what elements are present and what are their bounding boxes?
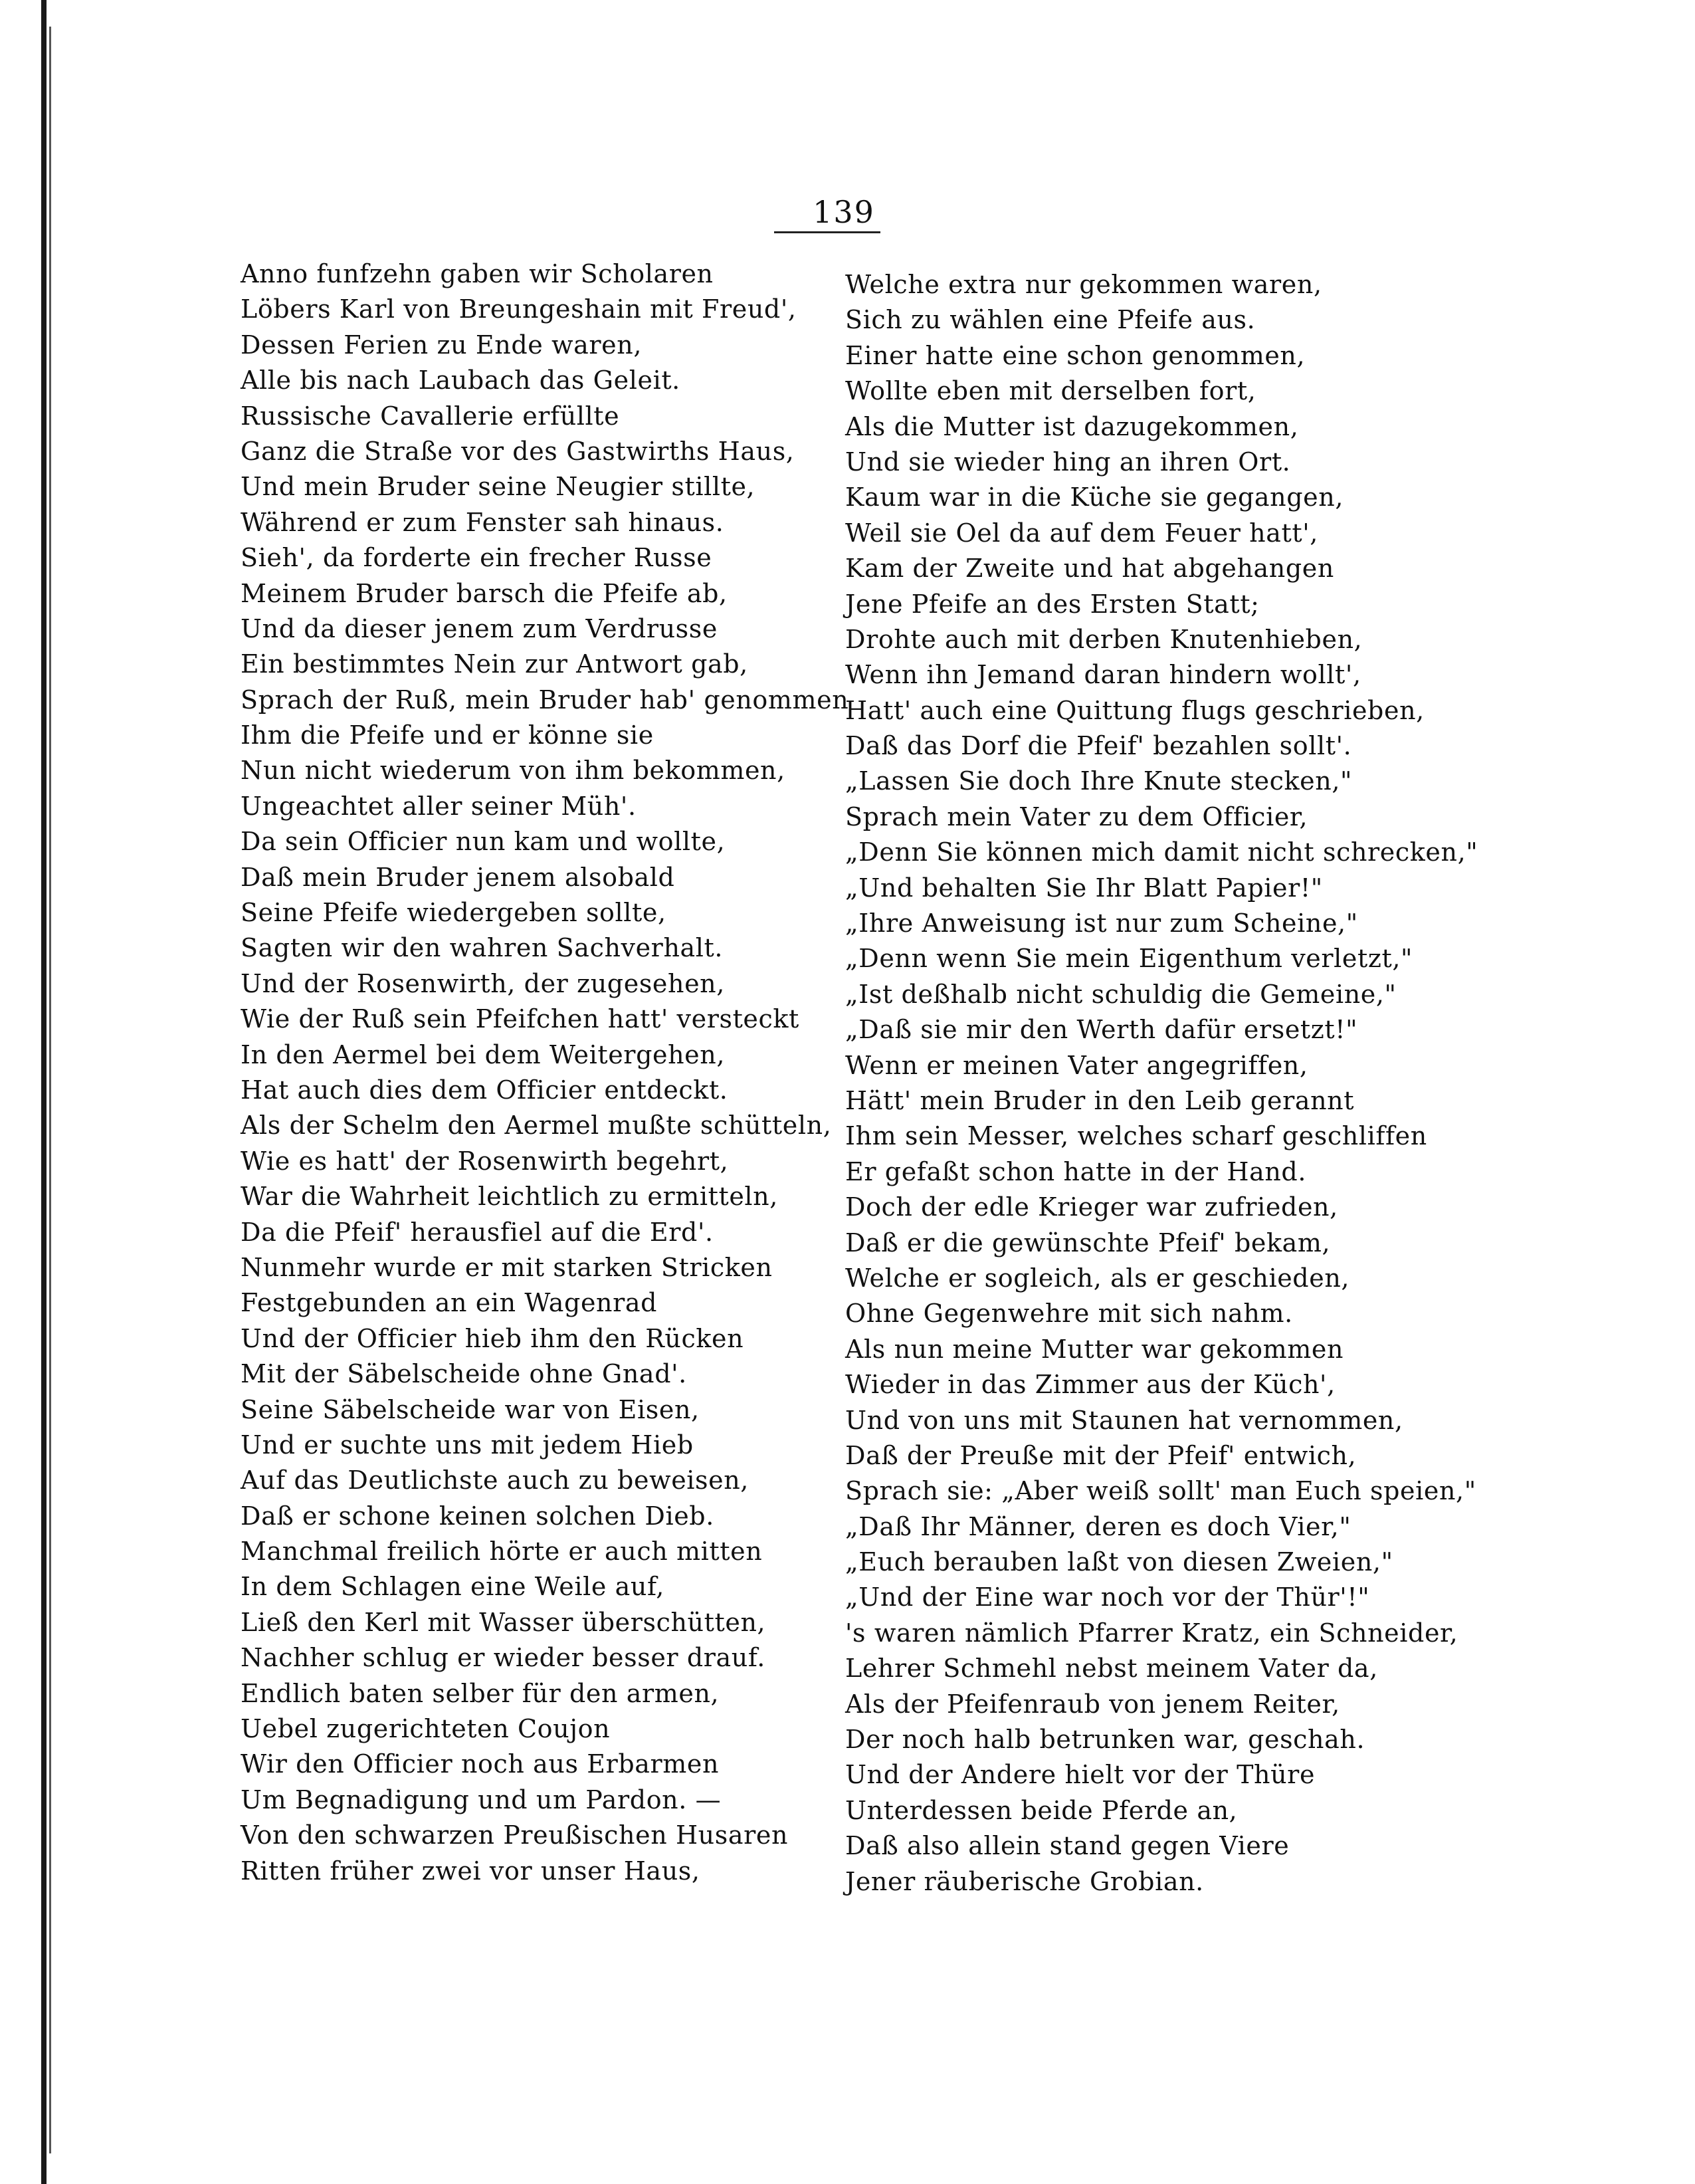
- verse-line: Ihm sein Messer, welches scharf geschliffen: [845, 1121, 1427, 1151]
- verse-line: Festgebunden an ein Wagenrad: [241, 1288, 658, 1318]
- verse-line: Daß der Preuße mit der Pfeif' entwich,: [845, 1440, 1357, 1470]
- verse-line: Der noch halb betrunken war, geschah.: [845, 1725, 1365, 1755]
- verse-line: Sprach mein Vater zu dem Officier,: [845, 802, 1308, 831]
- verse-line: „Und behalten Sie Ihr Blatt Papier!": [845, 873, 1323, 903]
- verse-line: In dem Schlagen eine Weile auf,: [241, 1572, 664, 1602]
- verse-line: Und sie wieder hing an ihren Ort.: [845, 447, 1291, 477]
- verse-line: Sprach der Ruß, mein Bruder hab' genommen: [241, 685, 849, 714]
- verse-line: „Daß sie mir den Werth dafür ersetzt!": [845, 1015, 1358, 1045]
- verse-line: Uebel zugerichteten Coujon: [241, 1714, 611, 1744]
- verse-line: In den Aermel bei dem Weitergehen,: [241, 1039, 726, 1069]
- verse-line: Unterdessen beide Pferde an,: [845, 1795, 1238, 1825]
- verse-line: Daß er die gewünschte Pfeif' bekam,: [845, 1228, 1331, 1257]
- verse-line: Ganz die Straße vor des Gastwirths Haus,: [241, 436, 795, 466]
- verse-line: Daß er schone keinen solchen Dieb.: [241, 1501, 714, 1531]
- verse-line: Als die Mutter ist dazugekommen,: [845, 411, 1299, 441]
- verse-line: Ein bestimmtes Nein zur Antwort gab,: [241, 649, 748, 679]
- verse-line: Lehrer Schmehl nebst meinem Vater da,: [845, 1654, 1378, 1684]
- verse-line: Endlich baten selber für den armen,: [241, 1678, 720, 1708]
- verse-line: Sprach sie: „Aber weiß sollt' man Euch speien,": [845, 1476, 1476, 1506]
- verse-line: „Ist deßhalb nicht schuldig die Gemeine,": [845, 979, 1397, 1009]
- verse-line: Manchmal freilich hörte er auch mitten: [241, 1537, 763, 1567]
- verse-line: Und der Officier hieb ihm den Rücken: [241, 1323, 744, 1353]
- verse-line: „Ihre Anweisung ist nur zum Scheine,": [845, 909, 1358, 938]
- verse-line: Dessen Ferien zu Ende waren,: [241, 330, 642, 360]
- verse-line: „Lassen Sie doch Ihre Knute stecken,": [845, 766, 1353, 796]
- verse-line: Wieder in das Zimmer aus der Küch',: [845, 1370, 1336, 1400]
- verse-line: Als nun meine Mutter war gekommen: [845, 1334, 1344, 1364]
- verse-line: Wollte eben mit derselben fort,: [845, 376, 1256, 406]
- verse-line: „Euch berauben laßt von diesen Zweien,": [845, 1547, 1393, 1577]
- verse-line: Ihm die Pfeife und er könne sie: [241, 720, 654, 750]
- verse-line: Wenn ihn Jemand daran hindern wollt',: [845, 660, 1361, 690]
- verse-line: Als der Schelm den Aermel mußte schütteln,: [241, 1111, 832, 1141]
- verse-line: Ließ den Kerl mit Wasser überschütten,: [241, 1607, 766, 1637]
- verse-line: Und von uns mit Staunen hat vernommen,: [845, 1405, 1403, 1435]
- verse-line: Daß also allein stand gegen Viere: [845, 1831, 1290, 1861]
- verse-line: Hat auch dies dem Officier entdeckt.: [241, 1075, 728, 1105]
- verse-line: Wie der Ruß sein Pfeifchen hatt' versteckt: [241, 1004, 799, 1034]
- verse-line: Hätt' mein Bruder in den Leib gerannt: [845, 1085, 1355, 1115]
- verse-line: Um Begnadigung und um Pardon. —: [241, 1785, 722, 1814]
- binding-edge-shadow: [41, 0, 47, 2184]
- verse-line: Seine Säbelscheide war von Eisen,: [241, 1394, 700, 1424]
- verse-line: Er gefaßt schon hatte in der Hand.: [845, 1156, 1307, 1186]
- verse-line: Seine Pfeife wiedergeben sollte,: [241, 898, 666, 928]
- verse-line: Sich zu wählen eine Pfeife aus.: [845, 305, 1256, 335]
- page-number-rule: [774, 231, 880, 233]
- verse-line: Alle bis nach Laubach das Geleit.: [241, 366, 680, 395]
- verse-line: Wenn er meinen Vater angegriffen,: [845, 1050, 1308, 1080]
- verse-line: Nunmehr wurde er mit starken Stricken: [241, 1252, 773, 1282]
- verse-line: Ungeachtet aller seiner Müh'.: [241, 791, 637, 821]
- binding-edge-line: [49, 27, 51, 2153]
- verse-line: Nachher schlug er wieder besser drauf.: [241, 1643, 765, 1673]
- verse-line: Welche er sogleich, als er geschieden,: [845, 1263, 1350, 1293]
- verse-line: Von den schwarzen Preußischen Husaren: [241, 1820, 789, 1850]
- verse-line: Da die Pfeif' herausfiel auf die Erd'.: [241, 1217, 714, 1247]
- verse-line: Löbers Karl von Breungeshain mit Freud',: [241, 294, 797, 324]
- verse-line: Russische Cavallerie erfüllte: [241, 401, 620, 431]
- left-column: [241, 257, 905, 1889]
- verse-line: Ohne Gegenwehre mit sich nahm.: [845, 1299, 1293, 1329]
- verse-line: Sieh', da forderte ein frecher Russe: [241, 543, 712, 573]
- verse-line: Als der Pfeifenraub von jenem Reiter,: [845, 1689, 1340, 1719]
- verse-line: Kaum war in die Küche sie gegangen,: [845, 483, 1344, 512]
- verse-line: Und da dieser jenem zum Verdrusse: [241, 613, 718, 643]
- verse-line: Ritten früher zwei vor unser Haus,: [241, 1856, 700, 1886]
- page-number: 139: [813, 194, 875, 230]
- verse-line: Hatt' auch eine Quittung flugs geschrieben,: [845, 695, 1425, 725]
- verse-line: Welche extra nur gekommen waren,: [845, 270, 1322, 299]
- verse-line: Anno funfzehn gaben wir Scholaren: [241, 259, 714, 288]
- verse-line: Daß das Dorf die Pfeif' bezahlen sollt'.: [845, 731, 1352, 761]
- verse-line: 's waren nämlich Pfarrer Kratz, ein Schneider,: [845, 1618, 1458, 1648]
- verse-line: Wie es hatt' der Rosenwirth begehrt,: [241, 1146, 729, 1176]
- verse-line: Sagten wir den wahren Sachverhalt.: [241, 933, 724, 963]
- verse-line: Und mein Bruder seine Neugier stillte,: [241, 472, 755, 502]
- verse-line: Nun nicht wiederum von ihm bekommen,: [241, 756, 785, 786]
- verse-line: Auf das Deutlichste auch zu beweisen,: [241, 1466, 749, 1495]
- verse-line: Weil sie Oel da auf dem Feuer hatt',: [845, 518, 1318, 548]
- verse-line: „Und der Eine war noch vor der Thür'!": [845, 1583, 1370, 1612]
- verse-line: Und er suchte uns mit jedem Hieb: [241, 1430, 694, 1460]
- verse-line: Doch der edle Krieger war zufrieden,: [845, 1192, 1338, 1222]
- verse-line: „Denn wenn Sie mein Eigenthum verletzt,": [845, 944, 1413, 974]
- verse-line: Drohte auch mit derben Knutenhieben,: [845, 624, 1363, 654]
- verse-line: Und der Rosenwirth, der zugesehen,: [241, 968, 725, 998]
- verse-line: Daß mein Bruder jenem alsobald: [241, 862, 675, 892]
- right-column: [845, 267, 1510, 1900]
- verse-line: War die Wahrheit leichtlich zu ermitteln,: [241, 1182, 778, 1212]
- verse-line: Jener räuberische Grobian.: [845, 1866, 1204, 1896]
- verse-line: Da sein Officier nun kam und wollte,: [241, 827, 726, 857]
- verse-line: Kam der Zweite und hat abgehangen: [845, 554, 1334, 584]
- verse-line: Während er zum Fenster sah hinaus.: [241, 507, 724, 537]
- verse-line: Mit der Säbelscheide ohne Gnad'.: [241, 1359, 687, 1389]
- verse-line: Jene Pfeife an des Ersten Statt;: [845, 589, 1260, 619]
- verse-line: Einer hatte eine schon genommen,: [845, 340, 1306, 370]
- verse-line: Und der Andere hielt vor der Thüre: [845, 1760, 1316, 1790]
- verse-line: Meinem Bruder barsch die Pfeife ab,: [241, 578, 728, 608]
- verse-line: Wir den Officier noch aus Erbarmen: [241, 1749, 720, 1779]
- verse-line: „Denn Sie können mich damit nicht schrecken,": [845, 837, 1478, 867]
- verse-line: „Daß Ihr Männer, deren es doch Vier,": [845, 1511, 1351, 1541]
